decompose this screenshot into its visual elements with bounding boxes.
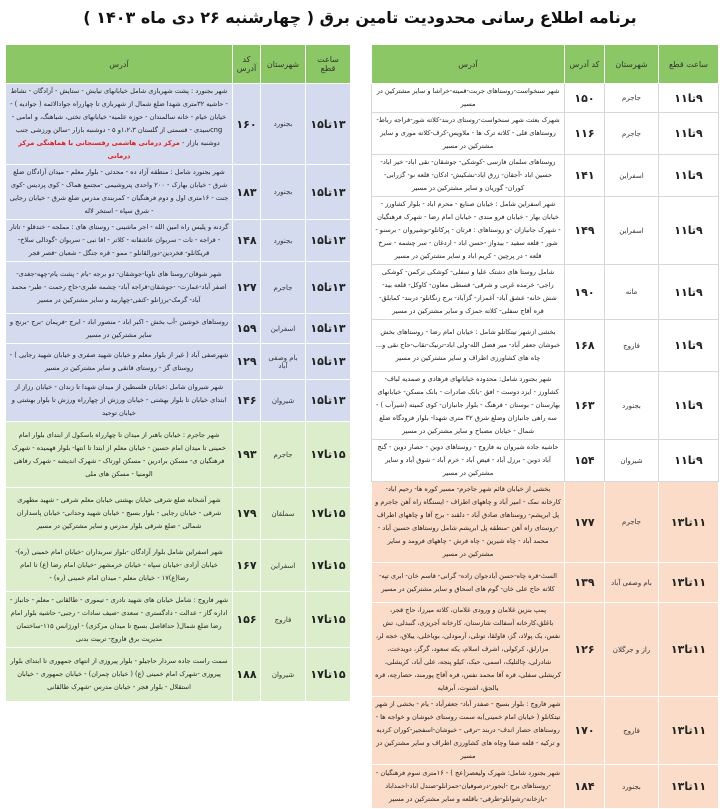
address: بخشی از خیابان قائم شهر جاجرم- مسیر کوره ها- رحیم اباد- کارخانه نمک - امیر آباد و چاههای اطراف - ایستگاه راه آهن جاجرم و پل ابریشم- روستاهای صادق آباد - دلقند - برج آقا و چاههای اطراف -روستای راه آهن -منطقه پل ابریشم شامل روستاهای حسین آباد - محمد آباد - چاه شیرین - چاه فرش - چاههای فرومد و سایر مشترکین در مسیر xyxy=(372,482,565,563)
address: سمت راست جاده سردار حاجیلو - بلوار پیروزی از انتهای جمهوری تا ابتدای بلوار پیروزی -شهرک امام خمینی (ع) ( خیابان چمران) - خیابان جمهوری - خیابان استقلال - بلوار فجر - خیابان مدرس -شهرک طالقانی xyxy=(6,648,233,702)
address-code: ۱۵۹ xyxy=(233,314,261,344)
city: فاروج xyxy=(605,320,659,372)
city: بجنورد xyxy=(261,165,306,220)
table-row xyxy=(372,320,719,372)
address: شهر سنخواست-روستاهای جربت-قمیته-خراشا و سایر مشترکین در مسیر xyxy=(372,84,565,113)
table-row xyxy=(6,380,351,422)
cut-time: ۱۱تا۱۳ xyxy=(659,603,719,697)
address: روستاهای سلمان فارسی -کوشکی- جوشقان- نقی اباد- خیر اباد- حسین اباد -آجقان- زرق اباد-نشکیش- ادکان- قلعه نو- گزرابی-کوران- گوریان و سایر مشترکین در مسیر xyxy=(372,155,565,197)
address-code: ۱۵۴ xyxy=(565,440,605,482)
table-row xyxy=(372,155,719,197)
cut-time: ۱۳تا۱۵ xyxy=(306,380,351,422)
city: شیروان xyxy=(261,380,306,422)
address: روستاهای خوشین -آب بخش - اکبر اباد - منصور اباد - ابرج -فریمان -برج -برنج و سایر مشترکین در مسیر xyxy=(6,314,233,344)
cut-time: ۹تا۱۱ xyxy=(659,372,719,440)
schedule-table-right xyxy=(371,44,719,809)
address-code: ۱۶۷ xyxy=(233,540,261,592)
table-row xyxy=(6,165,351,220)
cut-time: ۱۳تا۱۵ xyxy=(306,262,351,314)
address: بخشی ازشهر تیتکانلو شامل : خیابان امام رضا - روستاهای بخش خبوشان جعفر آباد- میر فضل الله-ولی اباد-ترنیک-نقاب-حاج نقی و... چاه های کشاورزی اطراف و سایر مشترکین در مسیر xyxy=(372,320,565,372)
city: فاروج xyxy=(261,592,306,648)
address: شهرک بعثت شهر سنخواست-روستای دربند-کلاته شور-قراجه رباط-روستاهای قلی - کلاته ترک ها - ملاویس-کرف-کلاته موری و سایر مشترکین در مسیر xyxy=(372,113,565,155)
address: شهر اسفراین شامل : خیابان صنایع - محرم اباد - بلوار کشاورز - خیابان بهار - خیابان فرو مندی - خیابان امام رضا - شهرک فرهنگیان - شهرک جانبازان -و روستاهای : فرتان - پرکانلو-نوشیروان - برسنو - شور - قلعه سفید - بیدواز -حسن اباد - اردغان - سر چشمه - سرخ قلعه - در پرچین - کریم اباد و سایر مشترکین در مسیر xyxy=(372,197,565,265)
table-row xyxy=(6,84,351,165)
address: شهر بجنورد شامل : منطقه آزاد ده - محدثی - بلوار معلم - میدان آزادگان ضلع شرق - خیابان بهارک - ۲۰۰ واحدی پتروشیمی -مجتمع هماک - کوی پردیس -کوی جنت - ۱۶متری اول و دوم فرهنگیان - کمربندی مدرس ضلع شرق - خیابان رجایی - شرق سپاه - استخر لاله xyxy=(6,165,233,220)
table-row xyxy=(372,563,719,603)
table-row xyxy=(372,84,719,113)
cut-time: ۱۳تا۱۵ xyxy=(306,84,351,165)
address xyxy=(6,84,233,165)
table-header-row xyxy=(372,45,719,84)
address-code: ۱۸۸ xyxy=(233,648,261,702)
city: جاجرم xyxy=(605,84,659,113)
table-row xyxy=(6,540,351,592)
address: حاشیه جاده شیروان به فاروج - روستاهای دوبن - حصار دوبن - گنج آباد دوبن - برزل آباد - فیض آباد - خرم آباد - شوق آباد و سایر مشترکین در مسیر xyxy=(372,440,565,482)
address-text: شهر بجنورد : پشت شهربازی شامل خیابانهای نیایش - ستایش - آزادگان - نشاط - حاشیه ۳۲متری شهدا ضلع شمال از شهربازی تا چهارراه جوادالائمه ( جوادیه ) - خیابان خیام - خانه سالمندان - حوزه علمیه- خیابانهای تختی، شباهنگ، و امامی - cngسیدی - قسمتی از گلستان ۱،۲،۳و ۵ - دوشنبه بازار -سالن ورزشی جنب دوشنبه بازار - xyxy=(10,87,228,147)
cut-time: ۹تا۱۱ xyxy=(659,320,719,372)
city: بجنورد xyxy=(605,372,659,440)
table-row xyxy=(372,265,719,320)
address: شهر شیروان شامل :خیابان فلسطین از میدان شهدا تا زندان - خیابان رزاز از ابتدای خیابان تا بلوار بهشتی - خیابان ورزش از چهارراه ورزش تا بلوار بهشتی و خیابان توحید xyxy=(6,380,233,422)
table-row xyxy=(372,372,719,440)
address-code: ۱۹۳ xyxy=(233,422,261,488)
cut-time: ۱۵تا۱۷ xyxy=(306,422,351,488)
address-code: ۱۸۴ xyxy=(565,765,605,809)
table-row xyxy=(372,440,719,482)
header-time: ساعت قطع xyxy=(659,45,719,84)
address-code: ۱۷۹ xyxy=(233,488,261,540)
cut-time: ۹تا۱۱ xyxy=(659,113,719,155)
cut-time: ۱۵تا۱۷ xyxy=(306,488,351,540)
cut-time: ۹تا۱۱ xyxy=(659,197,719,265)
address-code: ۱۲۹ xyxy=(233,344,261,380)
city: فاروج xyxy=(605,697,659,765)
city: اسفراین xyxy=(261,540,306,592)
city: بجنورد xyxy=(261,220,306,262)
address: السث-قره چاه-حسن آبادجوان زاده- گرانی- قاسم خان- ابری تپه- کلاته حاج علی خان- گوم های اسحاق و سایر مشترکین در مسیر xyxy=(372,563,565,603)
city: جاجرم xyxy=(605,113,659,155)
address-code: ۱۷۷ xyxy=(565,482,605,563)
city: جاجرم xyxy=(605,482,659,563)
cut-time: ۹تا۱۱ xyxy=(659,265,719,320)
address-code: ۱۶۰ xyxy=(233,84,261,165)
address: شهر اسفراین شامل بلوار آزادگان -بلوار سربداران -خیابان امام خمینی (ره)- خیابان آزادی -خیابان سپاه - خیابان خرمشهر -خیابان امام رضا (ع) تا امام رضا(ع)۱۷ - خیابان معلم - میدان امام خمینی (ره) - xyxy=(6,540,233,592)
city: اسفراین xyxy=(605,155,659,197)
table-header-row xyxy=(6,45,351,84)
address-code: ۱۶۸ xyxy=(565,320,605,372)
city: جاجرم xyxy=(261,262,306,314)
address-code: ۱۹۰ xyxy=(565,265,605,320)
cut-time: ۱۱تا۱۳ xyxy=(659,482,719,563)
header-code: کد آدرس xyxy=(565,45,605,84)
table-row xyxy=(372,765,719,809)
address-code: ۱۵۰ xyxy=(565,84,605,113)
address-code: ۱۴۱ xyxy=(565,155,605,197)
schedule-table-left xyxy=(5,44,351,702)
cut-time: ۹تا۱۱ xyxy=(659,440,719,482)
address: شهر فاروج : بلوار بسیج - صفدر آباد- جعفرآباد - یام - بخشی از شهر تیتکانلو ( خیابان امام خمینی)به سمت روستای خبوشان و خواجه ها - روستاهای حصار اندف- دربند -ترقی - خبوشان-اسفجیر-کوران کردیه و ترکیه - قلعه صفا وچاه های کشاورزی اطراف و سایر مشترکین در مسیر xyxy=(372,697,565,765)
table-row xyxy=(6,220,351,262)
address: شهر جاجرم : خیابان باهنر از میدان تا چهارراه باسکول از ابتدای بلوار امام خمینی تا میدان امام حسین - خیابان معلم از ابتدا تا انتها- بلوار فهمیده - شهرک فرهنگیان ی- مسکن برادرین - مسکن اورتاک - شهرک اندیشه - شهرک رفاهی الومنیا - مسکن های ملی xyxy=(6,422,233,488)
city: بام وصفی آباد xyxy=(605,563,659,603)
header-address: آدرس xyxy=(372,45,565,84)
cut-time: ۹تا۱۱ xyxy=(659,84,719,113)
city: اسفراین xyxy=(605,197,659,265)
cut-time: ۱۳تا۱۵ xyxy=(306,344,351,380)
cut-time: ۱۵تا۱۷ xyxy=(306,540,351,592)
address: شهر بجنورد شامل: محدوده خیابانهای فرهادی و صمدیه لباف- کشاورز - ایزد دوست - افق -بانک صادرات - بانک مسکن- خیابانهای بهارستان - بوستان - فرهنگ - بلوار جانبازان- کوی کمیته (شیرآب ) - سه راهی جانبازان وضلع شرق ۳۲ متری شهدا- بلوار فرودگاه ضلع شمال - خیابان مصباح و سایر مشترکین در مسیر xyxy=(372,372,565,440)
table-row xyxy=(6,314,351,344)
header-city: شهرستان xyxy=(605,45,659,84)
address: گردنه و پلیس راه امین الله - اجر ماشینی - روستای های : مملجه - خندقلو - تاتار - قراجه - تات - سربوان عاشقانه - کلاتر - اقا نبی - سربوان -گودالی سلاخ- قریکانلو- فخردین-دورالقانلو - ممو - قره جنگل - شعبان -قصر قجر xyxy=(6,220,233,262)
address-code: ۱۲۶ xyxy=(565,603,605,697)
address-code: ۱۱۶ xyxy=(565,113,605,155)
cut-time: ۱۱تا۱۳ xyxy=(659,765,719,809)
address: شهرصفی آباد ( غیر از بلوار معلم و خیابان شهید صفری و خیابان شهید رجایی ) - روستای گز - روستای قانقی و سایر مشترکین در مسیر xyxy=(6,344,233,380)
address: شهر بجنورد شامل: شهرک ولیعصر(عج ) - ۱۶متری سوم فرهنگیان --روستاهای برج -ایجور-درصوفیان-حمزانلو-صندل اباد-احمداباد -بازخانه-رشوانلو-طرقی- باقلعه و سایر مشترکین در مسیر xyxy=(372,765,565,809)
table-row xyxy=(372,697,719,765)
table-row xyxy=(372,197,719,265)
medical-center-note: مرکز درمانی هاشمی رفسنجانی با هماهنگی مرکز درمانی xyxy=(18,139,180,160)
cut-time: ۱۳تا۱۵ xyxy=(306,220,351,262)
table-row xyxy=(372,482,719,563)
page-title: برنامه اطلاع رسانی محدودیت تامین برق ( چهارشنبه ۲۶ دی ماه ۱۴۰۳ ) xyxy=(83,8,637,27)
address: شهر فاروج : شامل خیابان های شهید نادری - تیموری - طالقانی - معلم - جانباز - اداره گاز - عدالت - دادگستری - سعدی -صیف سادات - رجبی- حاشیه بلوار امام رضا ضلع شمال( حداقاصل بسیج تا میدان مرکزی) - اورژانس ۱۱۵-ساختمان مدیریت برق فاروج- تربیت بدنی xyxy=(6,592,233,648)
address: پمپ بنزین غلامان و ورودی غلامان، کلاته میرزا، حاج قجر، باغلق،کارخانه آسفالت شارستان، کارخانه آجرپزی، گنبدلی، تش نفس، یک پولاد، گز، قاولقا، تونلی، آرمودلی، بویاخلی، ییلاق، خجه لر، مزارلق، کرکولی، اشرف اسلام، یکه سعود، گرگز، دویدخت، شادرلی، چالتلیک، اسمی، حبک، کیلو پنجه، علی آباد، کریشلی، کریشلی سفلی، قره آقا محمد نفس، قره آقاج پورمند، حصارچه، قره یالجق، اشنوت، آبرقایه xyxy=(372,603,565,697)
header-city: شهرستان xyxy=(261,45,306,84)
address: شهر آشخانه ضلع شرقی خیابان بهشتی خیابان معلم شرقی - شهید مطهری شرقی - خیابان رجایی - بلوار بسیج - خیابان شهید وحدانی- خیابان پاسداران شمالی - ضلع شرقی بلوار مدرس و سایر مشترکین در مسیر xyxy=(6,488,233,540)
header-address: آدرس xyxy=(6,45,233,84)
city: اسفراین xyxy=(261,314,306,344)
cut-time: ۱۱تا۱۳ xyxy=(659,697,719,765)
table-row xyxy=(6,488,351,540)
table-row xyxy=(6,262,351,314)
header-time: ساعت قطع xyxy=(306,45,351,84)
cut-time: ۹تا۱۱ xyxy=(659,155,719,197)
city: بام وصفی آباد xyxy=(261,344,306,380)
cut-time: ۱۳تا۱۵ xyxy=(306,165,351,220)
address: شامل روستا های دشتک علیا و سفلی- کوشکی ترکمن- کوشکی راجی- خرمده غربی و شرقی- قسطی معاون- کاوکل- قلعه بید- شش خانه- عشق آباد- آغمزار- گزآباد- برج زنگانلو- دربند- کمابلق- قره آقاج سفلی- کلاته حمزک و سایر مشترکین در مسیر xyxy=(372,265,565,320)
address-code: ۱۴۹ xyxy=(565,197,605,265)
table-row xyxy=(372,113,719,155)
table-row xyxy=(6,648,351,702)
city: راز و جرگلان xyxy=(605,603,659,697)
cut-time: ۱۳تا۱۵ xyxy=(306,314,351,344)
address-code: ۱۴۶ xyxy=(233,380,261,422)
city: شیروان xyxy=(605,440,659,482)
address-code: ۱۸۳ xyxy=(233,165,261,220)
address-code: ۱۲۷ xyxy=(233,262,261,314)
address-code: ۱۵۶ xyxy=(233,592,261,648)
table-row xyxy=(6,592,351,648)
city: بجنورد xyxy=(605,765,659,809)
table-row xyxy=(6,344,351,380)
table-row xyxy=(6,422,351,488)
city: مانه xyxy=(605,265,659,320)
city: جاجرم xyxy=(261,422,306,488)
cut-time: ۱۵تا۱۷ xyxy=(306,592,351,648)
city: شیروان xyxy=(261,648,306,702)
address-code: ۱۷۰ xyxy=(565,697,605,765)
address: شهر شوقان-روستا های ناویا-جوشقان- دو برجه -بام - پشت یام-چهه-جغدی- اصفر آباد-عمارت- -جوشقان-قراجه آباد- چشمه طبری-حاج رحمت - طبر- محمد آباد- گرمک-برزانلو -کنفی-چهاربید و سایر مشترکین در مسیر xyxy=(6,262,233,314)
address-code: ۱۴۸ xyxy=(233,220,261,262)
table-row xyxy=(372,603,719,697)
cut-time: ۱۱تا۱۳ xyxy=(659,563,719,603)
cut-time: ۱۵تا۱۷ xyxy=(306,648,351,702)
city: سملقان xyxy=(261,488,306,540)
header-code: کد آدرس xyxy=(233,45,261,84)
city: بجنورد xyxy=(261,84,306,165)
address-code: ۱۶۳ xyxy=(565,372,605,440)
address-code: ۱۳۹ xyxy=(565,563,605,603)
